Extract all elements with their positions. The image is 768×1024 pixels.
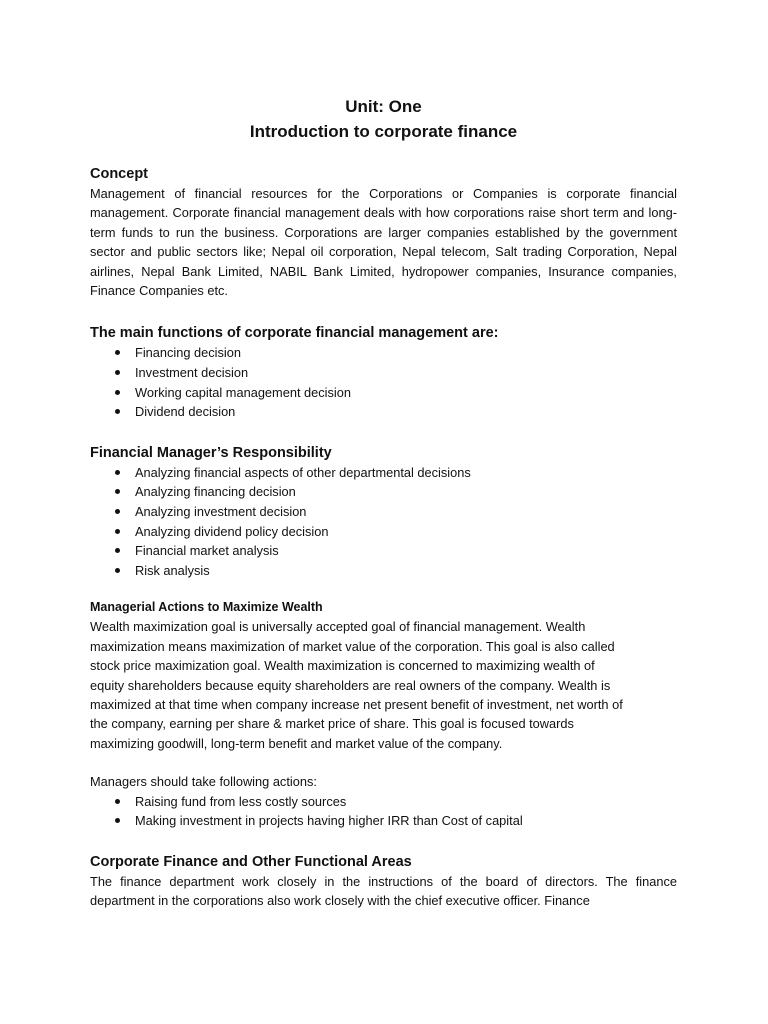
list-item (90, 383, 677, 403)
wealth-line: maximization means maximization of market value of the corporation. This goal is also called (90, 638, 615, 654)
list-item (90, 463, 677, 483)
bullet (115, 799, 120, 804)
list-item-text: Dividend decision (135, 404, 236, 420)
bullet (115, 548, 120, 553)
other-areas-heading: Corporate Finance and Other Functional Areas (90, 853, 412, 870)
bullet (115, 409, 120, 414)
document-content (90, 94, 677, 911)
wealth-line: maximized at that time when company increase net present benefit of investment, net worth of (90, 697, 623, 712)
actions-list (90, 792, 677, 831)
list-item (90, 502, 677, 522)
bullet (115, 370, 120, 375)
bullet (115, 509, 120, 514)
list-item (90, 541, 677, 561)
wealth-line: the company, earning per share & market price of share. This goal is focused towards (90, 716, 574, 732)
unit-title: Unit: One (345, 97, 422, 116)
bullet (115, 470, 120, 475)
list-item-text: Analyzing investment decision (135, 504, 307, 519)
list-item-text: Financing decision (135, 345, 241, 361)
list-item-text: Financial market analysis (135, 543, 279, 559)
other-areas-paragraph: The finance department work closely in the instructions of the board of directors. The finance department in the corporations also work closely with the chief executive officer. Finance (90, 873, 677, 909)
wealth-heading: Managerial Actions to Maximize Wealth (90, 600, 323, 615)
list-item-text: Working capital management decision (135, 384, 352, 400)
list-item (90, 343, 677, 363)
bullet (115, 529, 120, 534)
wealth-line: stock price maximization goal. Wealth maximization is concerned to maximizing wealth of (90, 658, 595, 674)
list-item (90, 482, 677, 502)
list-item-text: Analyzing financial aspects of other departmental decisions (135, 464, 471, 480)
bullet (115, 350, 120, 355)
wealth-line: Wealth maximization goal is universally accepted goal of financial management. Wealth (90, 619, 586, 635)
list-item (90, 402, 677, 422)
chapter-title: Introduction to corporate finance (249, 122, 518, 141)
list-item (90, 363, 677, 383)
list-item (90, 561, 677, 581)
list-item-text: Raising fund from less costly sources (135, 793, 347, 809)
list-item-text: Investment decision (135, 365, 249, 381)
concept-paragraph: Management of financial resources for the Corporations or Companies is corporate financial management. Corporate financial management deals with how corporations raise short term and long-term funds to run the business. Corporations are larger companies established by the government sector and public sectors like; Nepal oil corporation, Nepal telecom, Salt trading Corporation, Nepal airlines, Nepal Bank Limited, NABIL Bank Limited, hydropower companies, Insurance companies, Finance Companies etc. (90, 186, 677, 299)
list-item (90, 811, 677, 831)
bullet (115, 818, 120, 823)
bullet (115, 568, 120, 573)
actions-intro: Managers should take following actions: (90, 774, 317, 790)
list-item-text: Making investment in projects having higher IRR than Cost of capital (135, 813, 523, 829)
bullet (115, 390, 120, 395)
responsibility-heading: Financial Manager’s Responsibility (90, 444, 332, 461)
concept-heading: Concept (90, 166, 148, 182)
wealth-line: maximizing goodwill, long-term benefit and market value of the company. (90, 735, 503, 751)
wealth-line: equity shareholders because equity shareholders are real owners of the company. Wealth is (90, 677, 611, 693)
list-item (90, 792, 677, 812)
functions-heading: The main functions of corporate financial management are: (90, 325, 499, 342)
wealth-paragraph (90, 617, 677, 753)
functions-list (90, 343, 677, 421)
list-item (90, 522, 677, 542)
list-item-text: Analyzing dividend policy decision (135, 523, 329, 539)
list-item-text: Analyzing financing decision (135, 484, 296, 500)
responsibility-list (90, 463, 677, 581)
list-item-text: Risk analysis (135, 562, 210, 578)
bullet (115, 489, 120, 494)
